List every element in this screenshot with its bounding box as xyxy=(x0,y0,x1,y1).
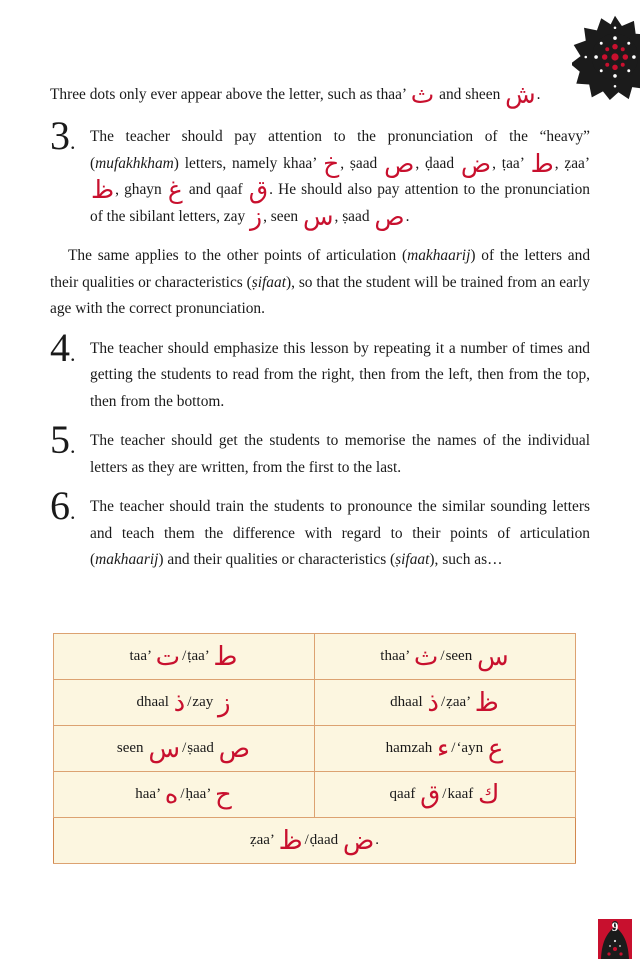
item-6-text xyxy=(90,494,590,573)
letter-name-b: ṣaad xyxy=(187,739,214,756)
seg: , ṣaad xyxy=(334,207,374,225)
letter-glyph-a: ث xyxy=(413,641,439,672)
arabic-letter-saad-2: ص xyxy=(374,201,405,231)
pair-separator: / xyxy=(451,739,456,756)
letter-name-b: ṭaa’ xyxy=(187,647,209,664)
seg: , ṭaa’ xyxy=(492,154,530,172)
text-part-1: The same applies to the other points of articulation ( xyxy=(68,247,408,265)
item-4-text: The teacher should emphasize this lesson by repeating it a number of times and getting the students to read from the right, then from the left, then from the top, then from the bottom. xyxy=(90,339,590,410)
list-item-6 xyxy=(50,483,590,573)
letter-glyph-b: ز xyxy=(218,687,231,718)
letter-name-a: hamzah xyxy=(385,739,433,756)
pair-separator: / xyxy=(187,693,192,710)
intro-text-after: . xyxy=(536,86,541,103)
letter-name-b: ʻayn xyxy=(456,739,484,756)
folio-ornament xyxy=(598,919,632,959)
seg-italic: mufakhkham xyxy=(95,154,174,172)
letter-name-b: ḥaa’ xyxy=(185,785,211,802)
letter-name-b: kaaf xyxy=(447,785,474,802)
letter-pair xyxy=(380,641,509,672)
pair-separator: / xyxy=(440,693,446,710)
arabic-letter-qaaf: ق xyxy=(248,175,269,205)
list-item-5 xyxy=(50,417,590,481)
italic-makhaarij: makhaarij xyxy=(407,247,471,265)
seg: , seen xyxy=(263,207,302,225)
letter-glyph-a: ذ xyxy=(173,687,186,718)
seg: , ghayn xyxy=(115,181,167,199)
item-6-period: . xyxy=(70,499,76,525)
item-3-number: 3 xyxy=(50,113,70,159)
item-5-numeral xyxy=(50,417,86,463)
page-content xyxy=(50,82,590,574)
letter-name-a: ẓaa’ xyxy=(249,831,274,848)
table-cell-left xyxy=(54,680,315,726)
spacer xyxy=(50,415,590,428)
letter-pairs-table xyxy=(53,633,576,864)
list-item-3 xyxy=(50,113,591,231)
arabic-letter-taa-heavy: ط xyxy=(530,148,554,178)
table-cell-right xyxy=(315,680,576,726)
trailing-period: . xyxy=(375,831,380,848)
table-cell-left xyxy=(54,634,315,680)
letter-name-a: taa’ xyxy=(129,647,151,664)
arabic-letter-khaa: خ xyxy=(323,148,340,178)
item-4-period: . xyxy=(70,340,76,366)
item-6-numeral xyxy=(50,483,86,529)
table-cell-right xyxy=(315,772,576,818)
seg: . xyxy=(405,207,410,225)
letter-name-b: ḍaad xyxy=(309,831,339,848)
letter-glyph-b: ح xyxy=(214,779,232,810)
arabic-letter-sheen: ش xyxy=(505,80,536,109)
spacer xyxy=(50,323,590,336)
item-4-number: 4 xyxy=(50,324,70,370)
letter-pair xyxy=(389,779,501,810)
letter-glyph-b: ض xyxy=(342,825,375,856)
letter-name-b: zay xyxy=(192,693,214,710)
letter-name-b: seen xyxy=(445,647,473,664)
seg: ) letters, namely khaa’ xyxy=(173,154,323,172)
table-cell-left xyxy=(54,772,315,818)
table-cell-right xyxy=(315,634,576,680)
letter-glyph-a: ت xyxy=(155,641,181,672)
letter-glyph-a: ظ xyxy=(278,825,303,856)
pair-separator: / xyxy=(180,785,185,802)
letter-pair xyxy=(129,641,239,672)
arabic-letter-ghayn: غ xyxy=(167,175,183,205)
list-item-4 xyxy=(50,324,590,415)
italic-sifaat: ṣifaat xyxy=(395,551,430,569)
table-cell-full-width xyxy=(54,818,576,864)
arabic-letter-thaa: ث xyxy=(410,80,435,109)
seg: , ṣaad xyxy=(340,154,384,172)
arabic-letter-daad: ض xyxy=(460,148,492,178)
letter-name-a: haa’ xyxy=(135,785,160,802)
item-3-text xyxy=(90,124,590,230)
letter-glyph-b: ط xyxy=(213,641,238,672)
text-part-2: ) of the letters and their qualities or characteristics ( xyxy=(50,247,591,291)
text-part-3: ), so that the student will be trained from an early age with the correct pronunciation. xyxy=(50,273,591,318)
intro-text-mid: and sheen xyxy=(435,86,505,103)
letter-glyph-a: ذ xyxy=(427,687,439,718)
text-part-2: ) and their qualities or characteristics ( xyxy=(158,551,396,569)
italic-makhaarij: makhaarij xyxy=(95,551,159,569)
seg: , ḍaad xyxy=(415,154,460,172)
arabic-letter-saad: ص xyxy=(384,148,415,178)
table-row xyxy=(54,680,576,726)
letter-pair xyxy=(135,779,233,810)
letter-glyph-b: ظ xyxy=(474,687,499,718)
item-3-numeral xyxy=(50,113,86,159)
letter-glyph-b: ك xyxy=(478,779,500,810)
letter-pair xyxy=(249,825,380,856)
letter-glyph-b: س xyxy=(476,641,509,672)
letter-pair xyxy=(116,733,251,764)
letter-name-a: dhaal xyxy=(136,693,169,710)
pair-separator: / xyxy=(304,831,309,848)
arabic-letter-zay: ز xyxy=(250,201,263,231)
table-cell-right xyxy=(315,726,576,772)
seg: The teacher should pay attention to the pronunciation of the “heavy” ( xyxy=(90,128,590,172)
letter-glyph-a: س xyxy=(148,733,181,764)
text-part-1: The teacher should train the students to pronounce the similar sounding letters and teach them the difference with regard to their points of articulation ( xyxy=(90,498,590,569)
italic-sifaat: ṣifaat xyxy=(251,273,286,291)
letter-name-a: qaaf xyxy=(389,785,416,802)
letter-name-a: dhaal xyxy=(390,693,423,710)
letter-name-a: thaa’ xyxy=(380,647,410,664)
table-row-last xyxy=(54,818,576,864)
seg: and qaaf xyxy=(183,181,248,199)
seg: , ẓaa’ xyxy=(554,154,591,172)
letter-pairs-table-wrapper xyxy=(53,633,576,864)
item-3-period: . xyxy=(70,129,76,155)
table-row xyxy=(54,634,576,680)
letter-pair xyxy=(390,687,500,718)
letter-glyph-b: ص xyxy=(218,733,251,764)
same-applies-paragraph xyxy=(50,243,590,322)
letter-glyph-a: ق xyxy=(420,779,441,810)
letter-pair xyxy=(136,687,231,718)
item-5-number: 5 xyxy=(50,417,70,463)
arabic-letter-zaa: ظ xyxy=(91,175,115,205)
intro-paragraph xyxy=(50,82,590,108)
pair-separator: / xyxy=(182,739,187,756)
text-part-3: ), such as… xyxy=(429,551,503,569)
table-cell-left xyxy=(54,726,315,772)
table-row xyxy=(54,726,576,772)
arabic-letter-seen: س xyxy=(302,201,334,231)
item-5-text: The teacher should get the students to memorise the names of the individual letters as they are written, from the first to the last. xyxy=(90,432,590,476)
page-number: 9 xyxy=(611,919,619,934)
letter-name-b: ẓaa’ xyxy=(446,693,471,710)
spacer xyxy=(50,108,590,124)
item-6-number: 6 xyxy=(50,483,70,529)
letter-name-a: seen xyxy=(116,739,144,756)
pair-separator: / xyxy=(440,647,445,664)
intro-text-before: Three dots only ever appear above the letter, such as thaa’ xyxy=(50,86,410,103)
pair-separator: / xyxy=(182,647,187,664)
letter-glyph-a: ء xyxy=(437,733,450,764)
letter-glyph-a: ه xyxy=(164,779,179,810)
item-4-numeral xyxy=(50,324,86,370)
seg: . He should also pay attention to the pronunciation of the sibilant letters, zay xyxy=(90,181,591,225)
spacer xyxy=(50,481,590,494)
letter-pair xyxy=(385,733,505,764)
item-5-period: . xyxy=(70,433,76,459)
spacer xyxy=(50,230,590,243)
letter-glyph-b: ع xyxy=(487,733,504,764)
table-row xyxy=(54,772,576,818)
pair-separator: / xyxy=(442,785,447,802)
